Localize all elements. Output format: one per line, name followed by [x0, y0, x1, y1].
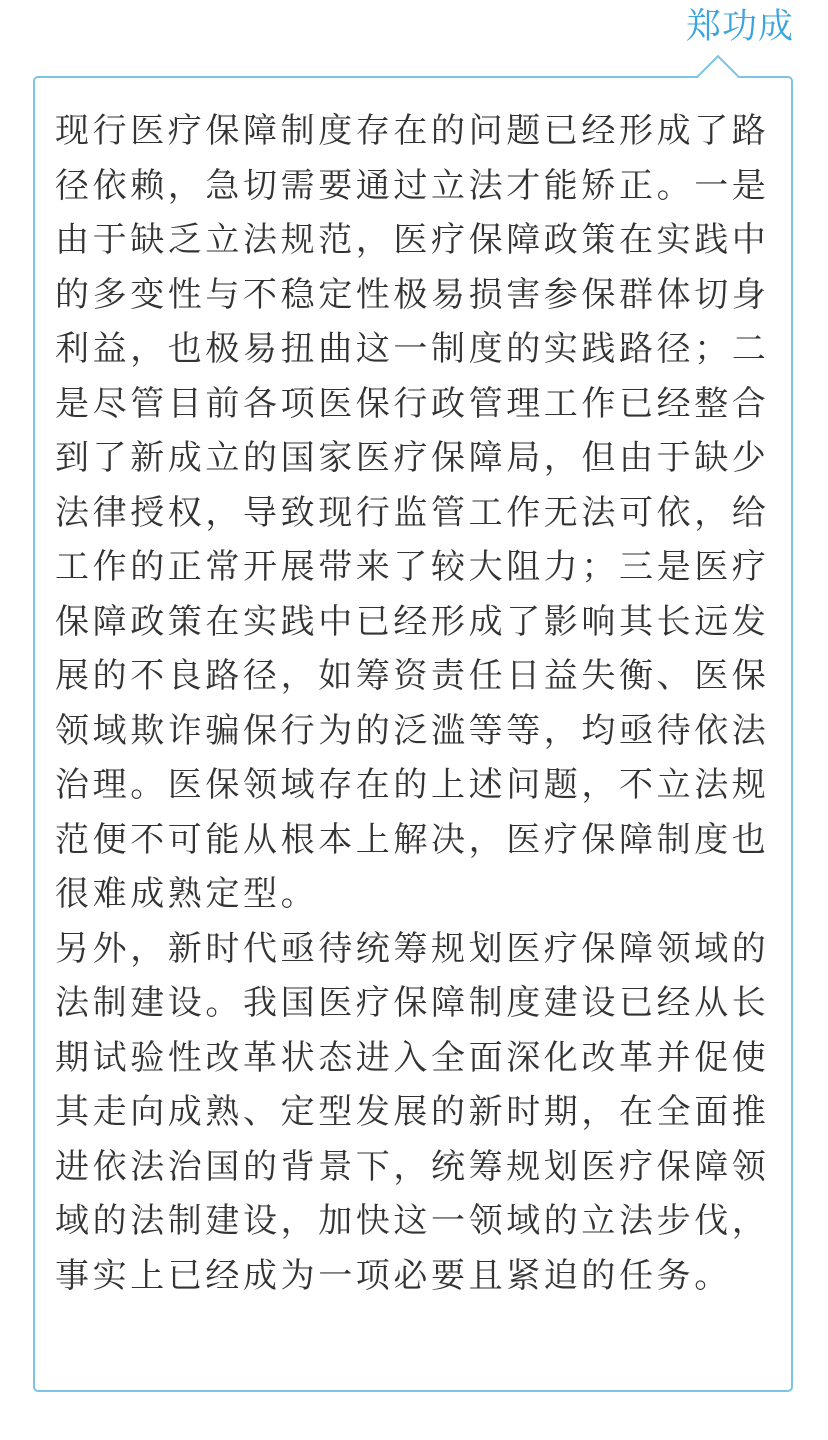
text-line: 是尽管目前各项医保行政管理工作已经整合 — [55, 383, 770, 424]
text-line: 域的法制建设，加快这一领域的立法步伐， — [55, 1201, 770, 1241]
text-line: 领域欺诈骗保行为的泛滥等等，均亟待依法 — [55, 710, 770, 751]
text-line: 工作的正常开展带来了较大阻力；三是医疗 — [55, 547, 770, 587]
text-line: 很难成熟定型。 — [55, 874, 319, 914]
text-line: 现行医疗保障制度存在的问题已经形成了路 — [55, 111, 770, 151]
text-line: 利益，也极易扭曲这一制度的实践路径；二 — [55, 329, 770, 369]
text-line: 期试验性改革状态进入全面深化改革并促使 — [55, 1037, 770, 1078]
text-line: 另外，新时代亟待统筹规划医疗保障领域的 — [55, 928, 770, 969]
text-line: 到了新成立的国家医疗保障局，但由于缺少 — [55, 438, 770, 478]
text-line: 范便不可能从根本上解决，医疗保障制度也 — [55, 819, 770, 860]
text-line: 事实上已经成为一项必要且紧迫的任务。 — [55, 1255, 732, 1296]
text-line: 法制建设。我国医疗保障制度建设已经从长 — [55, 983, 770, 1023]
text-line: 法律授权，导致现行监管工作无法可依，给 — [55, 492, 770, 533]
text-line: 治理。医保领域存在的上述问题，不立法规 — [55, 765, 770, 805]
text-line: 由于缺乏立法规范，医疗保障政策在实践中 — [55, 220, 770, 260]
text-line: 其走向成熟、定型发展的新时期，在全面推 — [55, 1092, 770, 1132]
quote-box — [33, 76, 793, 1392]
author-name: 郑功成 — [685, 7, 794, 47]
speech-pointer — [697, 55, 739, 97]
text-line: 的多变性与不稳定性极易损害参保群体切身 — [55, 274, 770, 315]
text-line: 展的不良路径，如筹资责任日益失衡、医保 — [55, 656, 770, 696]
text-line: 径依赖，急切需要通过立法才能矫正。一是 — [55, 165, 770, 206]
text-line: 进依法治国的背景下，统筹规划医疗保障领 — [55, 1146, 770, 1187]
quote-text — [55, 104, 777, 1303]
text-line: 保障政策在实践中已经形成了影响其长远发 — [55, 601, 770, 642]
